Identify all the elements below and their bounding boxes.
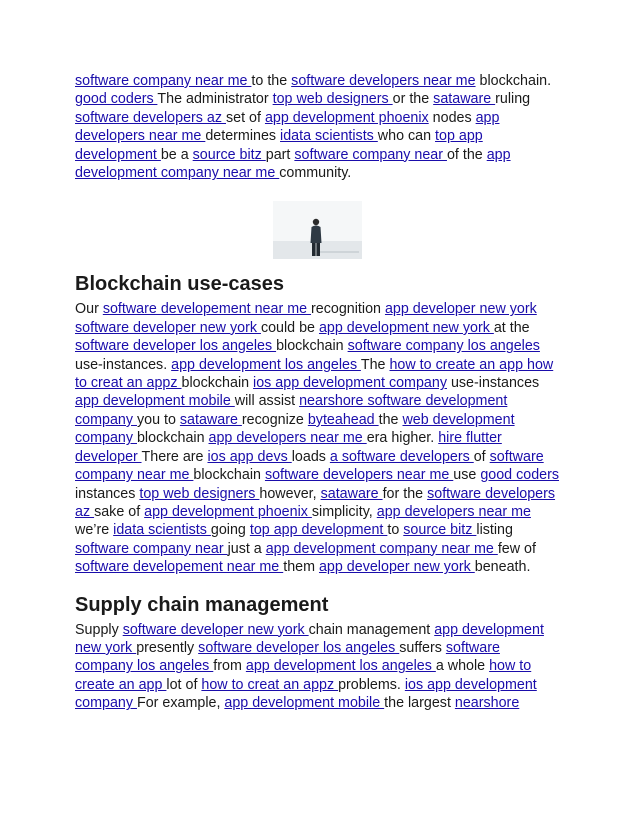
inline-link[interactable]: idata scientists xyxy=(280,128,378,145)
inline-link[interactable]: sataware xyxy=(320,485,383,502)
inline-link[interactable]: good coders xyxy=(480,467,560,484)
body-text: ruling xyxy=(495,91,531,108)
body-text: simplicity, xyxy=(311,503,377,520)
inline-link[interactable]: software company near me xyxy=(75,448,544,484)
body-text: going xyxy=(210,522,250,539)
body-text: instances xyxy=(75,485,140,502)
body-text: the xyxy=(378,411,403,428)
inline-link[interactable]: top app development xyxy=(249,522,388,539)
body-text: use xyxy=(453,467,481,484)
paragraph-blockchain xyxy=(75,300,560,576)
body-text: be a xyxy=(160,146,193,163)
body-text: will assist xyxy=(234,393,300,410)
inline-link[interactable]: nearshore software development company xyxy=(75,393,508,428)
body-text: use-instances. xyxy=(75,356,172,373)
body-text: determines xyxy=(205,128,281,145)
body-text: blockchain xyxy=(181,375,254,392)
body-text: blockchain. xyxy=(475,73,552,89)
body-text: the largest xyxy=(384,695,455,712)
inline-link[interactable]: software company los angeles xyxy=(347,338,540,355)
heading-blockchain-use-cases: Blockchain use-cases xyxy=(75,273,284,296)
inline-link[interactable]: software developers az xyxy=(75,485,556,520)
body-text: from xyxy=(213,658,246,675)
inline-link[interactable]: software developer los angeles xyxy=(198,639,400,656)
inline-link[interactable]: app development mobile xyxy=(75,393,235,410)
inline-link[interactable]: source bitz xyxy=(192,146,266,163)
body-text: era higher. xyxy=(366,430,439,447)
inline-link[interactable]: a software developers xyxy=(329,448,474,465)
inline-link[interactable]: how to creat an appz xyxy=(201,676,339,693)
body-text: suffers xyxy=(399,639,446,656)
body-text: few of xyxy=(497,540,536,557)
person-at-whiteboard-photo xyxy=(273,201,362,259)
body-text: recognize xyxy=(241,411,308,428)
inline-link[interactable]: software company near xyxy=(75,540,228,557)
inline-link[interactable]: nearshore xyxy=(454,695,520,712)
body-text: Our xyxy=(75,301,103,318)
body-text: lot of xyxy=(166,676,202,693)
inline-link[interactable]: software company near xyxy=(294,146,447,163)
inline-link[interactable]: app developers near me xyxy=(208,430,367,447)
body-text: The administrator xyxy=(157,91,273,108)
body-text: sake of xyxy=(94,503,145,520)
inline-link[interactable]: software developers az xyxy=(75,109,226,126)
inline-link[interactable]: software developer los angeles xyxy=(75,338,277,355)
body-text: There are xyxy=(141,448,208,465)
figure xyxy=(75,201,560,259)
document-page xyxy=(75,72,560,713)
body-text: them xyxy=(283,559,319,576)
inline-link[interactable]: ios app development company xyxy=(253,375,447,392)
body-text: blockchain xyxy=(136,430,209,447)
inline-link[interactable]: software developement near me xyxy=(75,559,284,576)
body-text: for the xyxy=(382,485,428,502)
inline-link[interactable]: software company los angeles xyxy=(75,639,500,675)
inline-link[interactable]: app development los angeles xyxy=(171,356,361,373)
body-text: or the xyxy=(392,91,434,108)
inline-link[interactable]: app development company near me xyxy=(265,540,498,557)
inline-link[interactable]: top web designers xyxy=(272,91,393,108)
body-text: could be xyxy=(260,319,319,336)
body-text: recognition xyxy=(311,301,385,318)
body-text: beneath. xyxy=(474,559,531,576)
inline-link[interactable]: app developers near me xyxy=(376,503,531,520)
body-text: you to xyxy=(136,411,180,428)
inline-link[interactable]: app development phoenix xyxy=(264,109,429,126)
inline-link[interactable]: ios app devs xyxy=(207,448,292,465)
inline-link[interactable]: byteahead xyxy=(307,411,379,428)
paragraph-intro xyxy=(75,72,560,182)
body-text: chain management xyxy=(308,621,435,638)
body-text: however, xyxy=(259,485,321,502)
body-text: loads xyxy=(291,448,330,465)
body-text: blockchain xyxy=(276,338,348,355)
inline-link[interactable]: software developer new york xyxy=(75,319,261,336)
inline-link[interactable]: top web designers xyxy=(139,485,260,502)
inline-link[interactable]: hire flutter developer xyxy=(75,430,502,465)
inline-link[interactable]: app developer new york xyxy=(318,559,475,576)
body-text: just a xyxy=(227,540,266,557)
inline-link[interactable]: app development company near me xyxy=(75,146,511,182)
body-text: to the xyxy=(251,73,292,89)
body-text: a whole xyxy=(435,658,490,675)
inline-link[interactable]: app developers near me xyxy=(75,109,500,145)
body-text: set of xyxy=(226,109,265,126)
inline-link[interactable]: sataware xyxy=(179,411,242,428)
inline-link[interactable]: app development mobile xyxy=(224,695,385,712)
inline-link[interactable]: top app development xyxy=(75,128,483,163)
inline-link[interactable]: software developers near me xyxy=(264,467,454,484)
body-text: listing xyxy=(476,522,513,539)
body-text: of xyxy=(473,448,490,465)
inline-link[interactable]: software developement near me xyxy=(102,301,312,318)
inline-link[interactable]: idata scientists xyxy=(113,522,211,539)
body-text: The xyxy=(360,356,390,373)
body-text: problems. xyxy=(338,676,405,693)
body-text: at the xyxy=(493,319,530,336)
inline-link[interactable]: software company near me xyxy=(75,73,252,89)
inline-link[interactable]: software developer new york xyxy=(122,621,309,638)
body-text: community. xyxy=(279,165,352,182)
body-text: blockchain xyxy=(193,467,265,484)
inline-link[interactable]: app development phoenix xyxy=(144,503,312,520)
inline-link[interactable]: web development company xyxy=(75,411,515,447)
inline-link[interactable]: software developers near me xyxy=(291,73,476,89)
inline-link[interactable]: app developer new york xyxy=(384,301,537,318)
body-text: use-instances xyxy=(446,375,540,392)
inline-link[interactable]: app development new york xyxy=(75,621,544,656)
body-text: part xyxy=(265,146,295,163)
body-text: Supply xyxy=(75,621,123,638)
inline-link[interactable]: good coders xyxy=(75,91,158,108)
heading-supply-chain-management: Supply chain management xyxy=(75,593,329,616)
inline-link[interactable]: how to create an app how to creat an appz xyxy=(75,356,554,392)
inline-link[interactable]: sataware xyxy=(433,91,496,108)
inline-link[interactable]: how to create an app xyxy=(75,658,532,693)
inline-link[interactable]: app development new york xyxy=(318,319,494,336)
inline-link[interactable]: ios app development company xyxy=(75,676,537,712)
body-text: presently xyxy=(136,639,199,656)
body-text: we’re xyxy=(75,522,114,539)
body-text: nodes xyxy=(428,109,476,126)
body-text: of the xyxy=(446,146,487,163)
inline-link[interactable]: app development los angeles xyxy=(245,658,436,675)
inline-link[interactable]: source bitz xyxy=(403,522,477,539)
paragraph-supply-chain xyxy=(75,621,560,713)
body-text: who can xyxy=(377,128,436,145)
body-text: to xyxy=(387,522,404,539)
body-text: For example, xyxy=(136,695,225,712)
